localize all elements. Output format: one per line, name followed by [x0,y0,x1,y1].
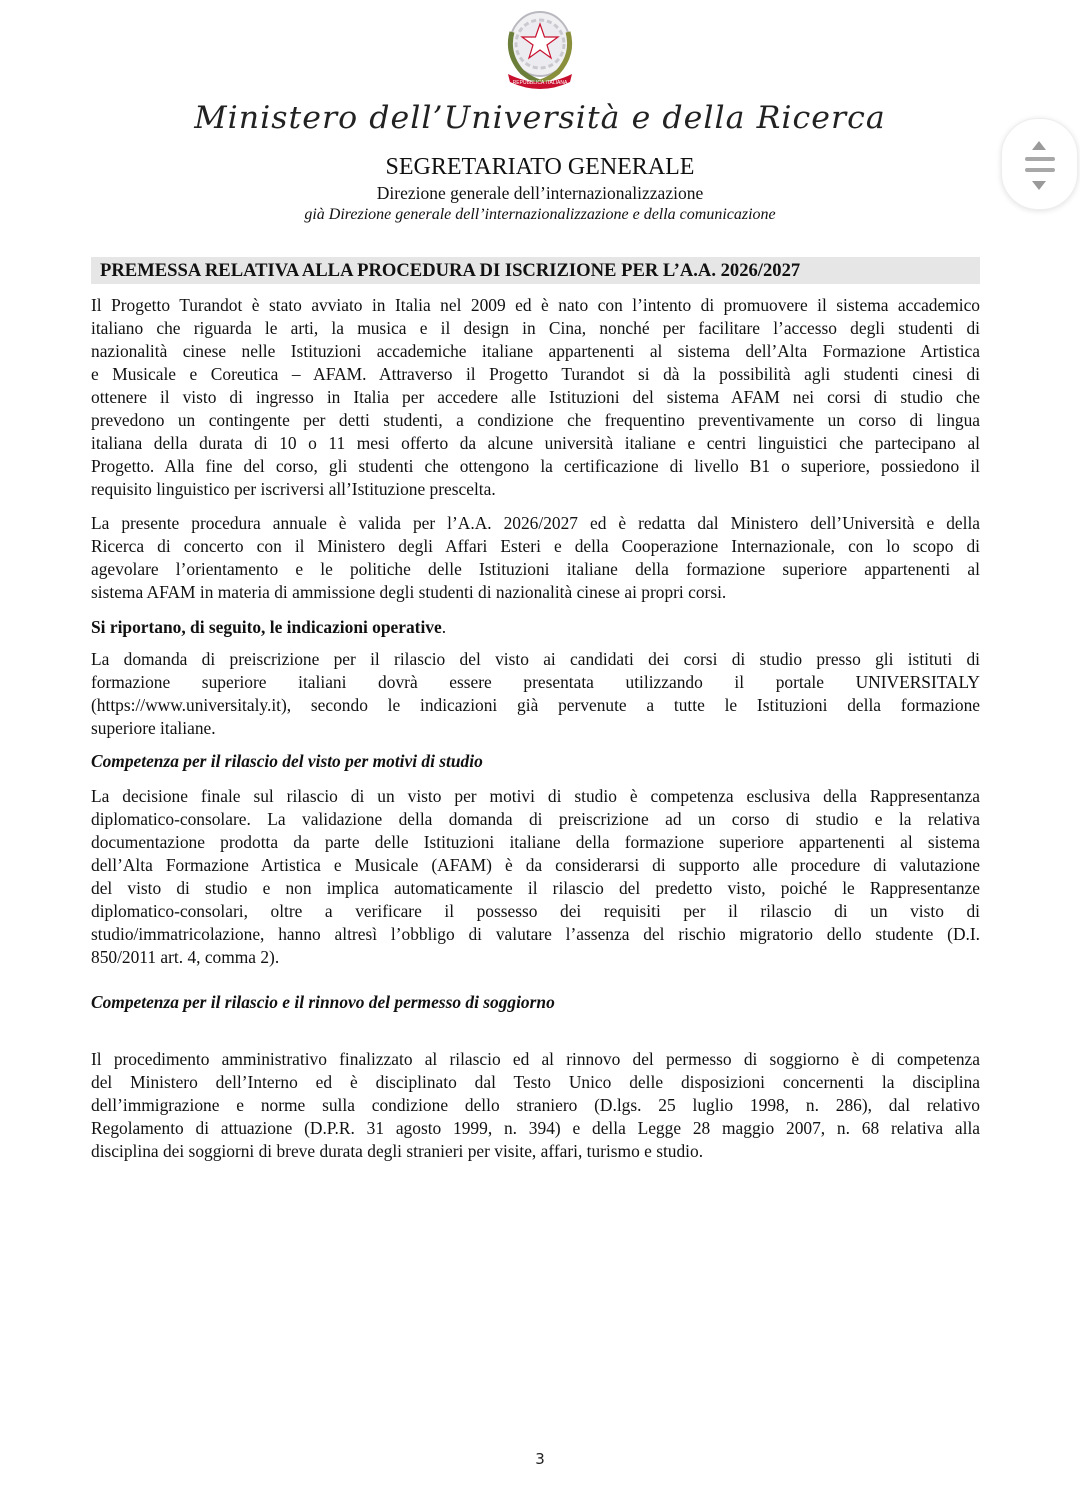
paragraph-line: Progetto. Alla fine del corso, gli studenti che ottengono la certificazione di livello B1 o superiore, possiedono il [91,456,980,476]
paragraph-line: dell’Alta Formazione Artistica e Musicale (AFAM) è da considerarsi di supporto alle procedure di valutazione [91,855,980,875]
paragraph-line: agevolare l’orientamento e le politiche delle Istituzioni italiane della formazione superiore appartenenti al [91,559,980,579]
paragraph-line: (https://www.universitaly.it), secondo le indicazioni già pervenute a tutte le Istituzioni della formazione [91,695,980,715]
arrow-down-icon [1032,181,1046,190]
paragraph-line: del Ministero dell’Interno ed è disciplinato dal Testo Unico delle disposizioni concernenti la disciplina [91,1072,980,1092]
paragraph-line: italiana della durata di 10 o 11 mesi offerto da alcune università italiane e centri linguistici che partecipano al [91,433,980,453]
operative-heading-text: Si riportano, di seguito, le indicazioni operative [91,617,442,637]
paragraph-line: ottenere il visto di ingresso in Italia per accedere alle Istituzioni del sistema AFAM nei corsi di studio che [91,387,980,407]
secretariat-title: SEGRETARIATO GENERALE [385,154,695,180]
paragraph-turandot [91,294,980,501]
paragraph-line: La domanda di preiscrizione per il rilascio del visto ai candidati dei corsi di studio presso gli istituti di [91,649,980,669]
paragraph-line: disciplina dei soggiorni di breve durata degli stranieri per visite, affari, turismo e studio. [91,1141,704,1161]
paragraph-line: 850/2011 art. 4, comma 2). [91,947,280,967]
paragraph-permit-procedure [91,1048,980,1163]
paragraph-line: diplomatico-consolare. La validazione della domanda di preiscrizione ad un corso di studio e la relativa [91,809,980,829]
grip-line-icon [1025,157,1055,161]
paragraph-procedure [91,512,980,604]
former-directorate-name: già Direzione generale dell’internazionalizzazione e della comunicazione [304,206,776,223]
scroll-handle[interactable] [1001,118,1078,210]
document-title: PREMESSA RELATIVA ALLA PROCEDURA DI ISCRIZIONE PER L’A.A. 2026/2027 [100,260,801,281]
paragraph-line: Il procedimento amministrativo finalizzato al rilascio ed al rinnovo del permesso di soggiorno è di competenza [91,1049,980,1069]
grip-line-icon [1025,168,1055,172]
paragraph-visa-decision [91,785,980,969]
paragraph-line: studio/immatricolazione, hanno altresì l’obbligo di valutare l’assenza del rischio migratorio dello studente (D.I. [91,924,980,944]
ministry-name: Ministero dell’Università e della Ricerca [194,100,886,136]
paragraph-line: sistema AFAM in materia di ammissione degli studenti di nazionalità cinese ai propri corsi. [91,582,727,602]
page-number: 3 [535,1450,545,1468]
paragraph-line: requisito linguistico per iscriversi all’Istituzione prescelta. [91,479,496,499]
paragraph-line: diplomatico-consolari, oltre a verificare il possesso dei requisiti per il rilascio di un visto di [91,901,980,921]
paragraph-line: nazionalità cinese nelle Istituzioni accademiche italiane appartenenti al sistema dell’Alta Formazione Artistica [91,341,980,361]
paragraph-line: del visto di studio e non implica automaticamente il rilascio del predetto visto, poiché le Rappresentanze [91,878,980,898]
arrow-up-icon [1032,141,1046,150]
paragraph-line: Il Progetto Turandot è stato avviato in Italia nel 2009 ed è nato con l’intento di promuovere il sistema accademico [91,295,980,315]
document-title-band [91,257,980,284]
paragraph-line: formazione superiore italiani dovrà essere presentata utilizzando il portale UNIVERSITALY [91,672,980,692]
paragraph-line: dell’immigrazione e norme sulla condizione dello straniero (D.lgs. 25 luglio 1998, n. 286), dal relativo [91,1095,980,1115]
paragraph-universitaly [91,648,980,740]
subheading-visa-competence: Competenza per il rilascio del visto per motivi di studio [91,751,483,771]
svg-text:REPUBBLICA ITALIANA: REPUBBLICA ITALIANA [512,80,568,86]
paragraph-line: La presente procedura annuale è valida per l’A.A. 2026/2027 ed è redatta dal Ministero dell’Università e della [91,513,980,533]
paragraph-line: Regolamento di attuazione (D.P.R. 31 agosto 1999, n. 394) e della Legge 28 maggio 2007, n. 68 relativa alla [91,1118,980,1138]
paragraph-line: Ricerca di concerto con il Ministero degli Affari Esteri e della Cooperazione Internazionale, con lo scopo di [91,536,980,556]
subheading-permit-competence: Competenza per il rilascio e il rinnovo del permesso di soggiorno [91,992,555,1012]
paragraph-line: prevedono un contingente per detti studenti, a condizione che frequentino preventivamente un corso di lingua [91,410,980,430]
operative-heading-period: . [441,617,447,637]
operative-heading [91,617,446,638]
paragraph-line: La decisione finale sul rilascio di un visto per motivi di studio è competenza esclusiva della Rappresentanza [91,786,980,806]
paragraph-line: italiano che riguarda le arti, la musica e il design in Cina, nonché per facilitare l’accesso degli studenti di [91,318,980,338]
emblem-icon [498,4,582,96]
paragraph-line: e Musicale e Coreutica – AFAM. Attraverso il Progetto Turandot si dà la possibilità agli studenti cinesi di [91,364,980,384]
directorate-name: Direzione generale dell’internazionalizzazione [376,183,704,203]
paragraph-line: documentazione prodotta da parte delle Istituzioni italiane della formazione superiore appartenenti al sistema [91,832,980,852]
paragraph-line: superiore italiane. [91,718,216,738]
